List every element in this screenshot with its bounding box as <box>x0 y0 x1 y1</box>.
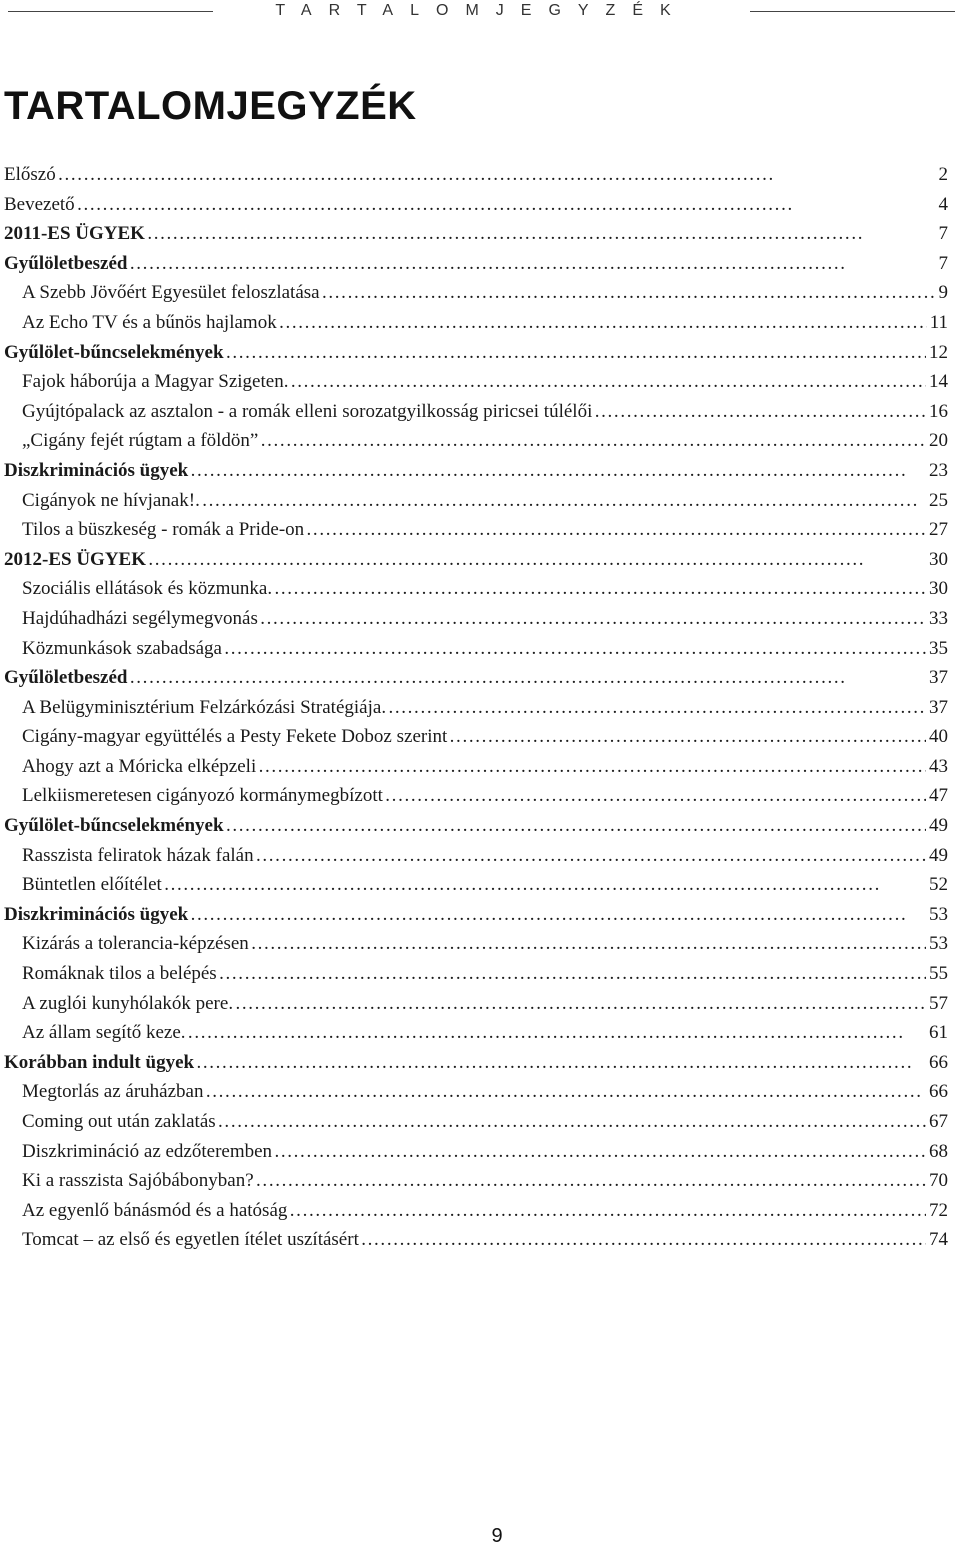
toc-entry-page: 16 <box>929 400 948 422</box>
toc-entry-title: „Cigány fejét rúgtam a földön” <box>22 430 259 452</box>
toc-entry-page: 72 <box>929 1199 948 1221</box>
toc-entry[interactable] <box>0 515 948 545</box>
toc-entry-title: Gyűlölet-bűncselekmények <box>4 815 224 837</box>
toc-entry-title: Hajdúhadházi segélymegvonás <box>22 607 258 629</box>
toc-entry-page: 55 <box>929 963 948 985</box>
dot-leader <box>131 665 927 695</box>
toc-entry[interactable] <box>0 397 948 427</box>
toc-entry-title: Lelkiismeretesen cigányozó kormánymegbízott <box>22 785 383 807</box>
toc-entry[interactable] <box>0 841 948 871</box>
dot-leader <box>191 458 926 488</box>
toc-entry-page: 33 <box>929 607 948 629</box>
toc-entry-page: 49 <box>929 844 948 866</box>
toc-entry-page: 2 <box>938 164 948 185</box>
toc-entry-title: Diszkrimináció az edzőteremben <box>22 1140 273 1162</box>
toc-entry-title: Diszkriminációs ügyek <box>4 459 189 481</box>
toc-entry-title: Gyűlölet-bűncselekmények <box>4 341 224 363</box>
toc-entry[interactable] <box>0 1225 948 1255</box>
toc-entry[interactable] <box>0 811 948 841</box>
toc-entry-page: 66 <box>929 1051 948 1073</box>
toc-entry[interactable] <box>0 1018 948 1048</box>
toc-entry-page: 61 <box>929 1022 948 1044</box>
table-of-contents <box>0 160 960 1255</box>
toc-entry[interactable] <box>0 367 948 397</box>
toc-entry[interactable] <box>0 1137 948 1167</box>
dot-leader <box>236 991 926 1021</box>
dot-leader <box>227 340 926 370</box>
dot-leader <box>280 310 927 340</box>
toc-entry-title: Az egyenlő bánásmód és a hatóság <box>22 1199 288 1221</box>
toc-entry[interactable] <box>0 1166 948 1196</box>
toc-entry-title: Bevezető <box>4 193 75 215</box>
dot-leader <box>149 547 926 577</box>
toc-entry-page: 12 <box>929 341 948 363</box>
toc-entry-page: 43 <box>929 755 948 777</box>
dot-leader <box>59 162 936 192</box>
dot-leader <box>220 961 926 991</box>
toc-entry-title: A Szebb Jövőért Egyesület feloszlatása <box>22 282 320 304</box>
toc-entry[interactable] <box>0 160 948 190</box>
toc-entry-page: 66 <box>929 1081 948 1103</box>
toc-entry-title: Tomcat – az első és egyetlen ítélet uszításért <box>22 1229 359 1251</box>
toc-entry-title: Cigány-magyar együttélés a Pesty Fekete Doboz szerint <box>22 726 448 748</box>
toc-entry[interactable] <box>0 1196 948 1226</box>
toc-entry[interactable] <box>0 900 948 930</box>
toc-entry[interactable] <box>0 219 948 249</box>
dot-leader <box>203 488 926 518</box>
toc-entry-title: 2011-ES ÜGYEK <box>4 223 145 245</box>
dot-leader <box>78 192 936 222</box>
toc-entry-page: 30 <box>929 548 948 570</box>
dot-leader <box>386 783 926 813</box>
toc-entry[interactable] <box>0 1048 948 1078</box>
dot-leader <box>189 1020 926 1050</box>
dot-leader <box>595 399 926 429</box>
toc-entry[interactable] <box>0 604 948 634</box>
toc-entry-title: Ki a rasszista Sajóbábonyban? <box>22 1170 254 1192</box>
dot-leader <box>206 1079 926 1109</box>
toc-entry-title: Cigányok ne hívjanak!. <box>22 489 200 511</box>
dot-leader <box>131 251 936 281</box>
toc-entry[interactable] <box>0 545 948 575</box>
toc-entry-page: 27 <box>929 519 948 541</box>
toc-entry-page: 25 <box>929 489 948 511</box>
dot-leader <box>261 428 926 458</box>
toc-entry-page: 74 <box>929 1229 948 1251</box>
toc-entry-page: 53 <box>929 933 948 955</box>
toc-entry[interactable] <box>0 486 948 516</box>
toc-entry[interactable] <box>0 1077 948 1107</box>
dot-leader <box>148 221 936 251</box>
toc-entry-title: A Belügyminisztérium Felzárkózási Stratégiája. <box>22 696 387 718</box>
toc-entry-title: Fajok háborúja a Magyar Szigeten. <box>22 371 289 393</box>
toc-entry-title: Gyűlöletbeszéd <box>4 667 128 689</box>
toc-entry-title: Büntetlen előítélet <box>22 874 162 896</box>
toc-entry[interactable] <box>0 456 948 486</box>
toc-entry-title: Előszó <box>4 164 56 185</box>
toc-entry-page: 57 <box>929 992 948 1014</box>
dot-leader <box>259 754 926 784</box>
toc-entry-title: Ahogy azt a Móricka elképzeli <box>22 755 257 777</box>
dot-leader <box>219 1109 926 1139</box>
toc-entry-page: 7 <box>938 252 948 274</box>
toc-entry[interactable] <box>0 929 948 959</box>
toc-entry-title: Gyújtópalack az asztalon - a romák elleni sorozatgyilkosság piricsei túlélői <box>22 400 593 422</box>
dot-leader <box>227 813 926 843</box>
dot-leader <box>252 931 926 961</box>
header-rule-right <box>750 11 955 12</box>
toc-entry[interactable] <box>0 426 948 456</box>
toc-entry[interactable] <box>0 781 948 811</box>
dot-leader <box>165 872 926 902</box>
toc-entry-title: Szociális ellátások és közmunka. <box>22 578 273 600</box>
toc-entry-page: 20 <box>929 430 948 452</box>
toc-entry-page: 11 <box>929 311 948 333</box>
toc-entry-page: 40 <box>929 726 948 748</box>
dot-leader <box>323 280 936 310</box>
toc-entry-title: Korábban indult ügyek <box>4 1051 195 1073</box>
toc-entry-page: 23 <box>929 459 948 481</box>
dot-leader <box>290 1198 926 1228</box>
toc-entry-title: 2012-ES ÜGYEK <box>4 548 146 570</box>
toc-entry-page: 37 <box>929 696 948 718</box>
page-number: 9 <box>491 1525 503 1547</box>
toc-entry[interactable] <box>0 634 948 664</box>
toc-entry-title: Tilos a büszkeség - romák a Pride-on <box>22 519 305 541</box>
toc-entry[interactable] <box>0 959 948 989</box>
dot-leader <box>275 576 926 606</box>
toc-entry-page: 14 <box>929 371 948 393</box>
toc-entry-page: 53 <box>929 903 948 925</box>
dot-leader <box>197 1050 926 1080</box>
toc-entry-title: Kizárás a tolerancia-képzésen <box>22 933 249 955</box>
toc-entry-page: 9 <box>938 282 948 304</box>
toc-entry-title: Gyűlöletbeszéd <box>4 252 128 274</box>
toc-entry[interactable] <box>0 278 948 308</box>
toc-entry-title: Az állam segítő keze. <box>22 1022 186 1044</box>
toc-entry-page: 47 <box>929 785 948 807</box>
toc-entry[interactable] <box>0 663 948 693</box>
running-head: TARTALOMJEGYZÉK <box>275 2 688 19</box>
toc-entry[interactable] <box>0 870 948 900</box>
dot-leader <box>191 902 926 932</box>
dot-leader <box>450 724 926 754</box>
toc-entry-title: Közmunkások szabadsága <box>22 637 222 659</box>
toc-entry-title: Diszkriminációs ügyek <box>4 903 189 925</box>
toc-entry[interactable] <box>0 722 948 752</box>
toc-entry-page: 52 <box>929 874 948 896</box>
toc-entry-page: 68 <box>929 1140 948 1162</box>
toc-entry[interactable] <box>0 338 948 368</box>
page-title: TARTALOMJEGYZÉK <box>4 84 417 128</box>
toc-entry-page: 35 <box>929 637 948 659</box>
header-rule-left <box>8 11 213 12</box>
toc-entry-title: Coming out után zaklatás <box>22 1111 216 1132</box>
toc-entry[interactable] <box>0 693 948 723</box>
toc-entry-page: 37 <box>929 667 948 689</box>
toc-entry-page: 4 <box>938 193 948 215</box>
dot-leader <box>362 1227 926 1257</box>
toc-entry-page: 67 <box>929 1111 948 1132</box>
toc-entry[interactable] <box>0 308 948 338</box>
toc-entry-page: 7 <box>938 223 948 245</box>
toc-entry-page: 30 <box>929 578 948 600</box>
dot-leader <box>257 1168 926 1198</box>
toc-entry[interactable] <box>0 574 948 604</box>
dot-leader <box>225 636 926 666</box>
dot-leader <box>275 1139 926 1169</box>
toc-entry[interactable] <box>0 1107 948 1137</box>
toc-entry-title: Rasszista feliratok házak falán <box>22 844 254 866</box>
toc-entry-title: Az Echo TV és a bűnös hajlamok <box>22 311 277 333</box>
toc-entry-title: Romáknak tilos a belépés <box>22 963 217 985</box>
toc-entry[interactable] <box>0 190 948 220</box>
dot-leader <box>261 606 926 636</box>
toc-entry[interactable] <box>0 989 948 1019</box>
toc-entry-page: 70 <box>929 1170 948 1192</box>
dot-leader <box>389 695 926 725</box>
toc-entry[interactable] <box>0 249 948 279</box>
toc-entry-title: A zuglói kunyhólakók pere. <box>22 992 234 1014</box>
dot-leader <box>257 843 926 873</box>
toc-entry[interactable] <box>0 752 948 782</box>
toc-entry-page: 49 <box>929 815 948 837</box>
dot-leader <box>307 517 926 547</box>
toc-entry-title: Megtorlás az áruházban <box>22 1081 204 1103</box>
dot-leader <box>291 369 926 399</box>
